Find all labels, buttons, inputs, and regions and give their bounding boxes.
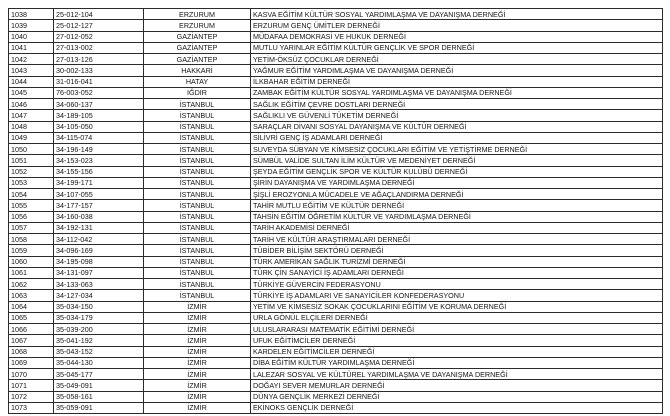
city-cell: İSTANBUL	[144, 189, 251, 200]
registry-code-cell: 34-096-169	[54, 245, 144, 256]
city-cell: İSTANBUL	[144, 256, 251, 267]
city-cell: İSTANBUL	[144, 177, 251, 188]
registry-code-cell: 31-016-041	[54, 76, 144, 87]
registry-code-cell: 34-115-074	[54, 132, 144, 143]
registry-code-cell: 27-013-002	[54, 42, 144, 53]
row-number-cell: 1066	[9, 324, 54, 335]
table-row	[9, 177, 663, 188]
row-number-cell: 1067	[9, 335, 54, 346]
row-number-cell: 1057	[9, 222, 54, 233]
city-cell: İSTANBUL	[144, 245, 251, 256]
city-cell: İSTANBUL	[144, 290, 251, 301]
table-row	[9, 211, 663, 222]
registry-code-cell: 34-192-131	[54, 222, 144, 233]
table-row	[9, 222, 663, 233]
registry-code-cell: 34-177-157	[54, 200, 144, 211]
row-number-cell: 1064	[9, 301, 54, 312]
association-name-cell: ZAMBAK EĞİTİM KÜLTÜR SOSYAL YARDIMLAŞMA VE DAYANIŞMA DERNEĞİ	[251, 87, 663, 98]
table-row	[9, 290, 663, 301]
city-cell: İZMİR	[144, 324, 251, 335]
row-number-cell: 1053	[9, 177, 54, 188]
association-name-cell: LALEZAR SOSYAL VE KÜLTÜREL YARDIMLAŞMA VE DAYANIŞMA DERNEĞİ	[251, 369, 663, 380]
registry-code-cell: 34-133-063	[54, 279, 144, 290]
association-name-cell: DÜNYA GENÇLİK MERKEZİ DERNEĞİ	[251, 391, 663, 402]
row-number-cell: 1056	[9, 211, 54, 222]
table-row	[9, 110, 663, 121]
city-cell: İZMİR	[144, 402, 251, 413]
registry-code-cell: 25-012-127	[54, 20, 144, 31]
table-row	[9, 369, 663, 380]
row-number-cell: 1062	[9, 279, 54, 290]
city-cell: İZMİR	[144, 312, 251, 323]
row-number-cell: 1044	[9, 76, 54, 87]
table-body	[9, 9, 663, 414]
association-name-cell: İLKBAHAR EĞİTİM DERNEĞİ	[251, 76, 663, 87]
row-number-cell: 1069	[9, 357, 54, 368]
table-row	[9, 9, 663, 20]
city-cell: İSTANBUL	[144, 267, 251, 278]
association-name-cell: TÜBİDER BİLİŞİM SEKTÖRÜ DERNEĞİ	[251, 245, 663, 256]
registry-code-cell: 35-034-150	[54, 301, 144, 312]
table-row	[9, 20, 663, 31]
city-cell: ERZURUM	[144, 20, 251, 31]
city-cell: İZMİR	[144, 335, 251, 346]
table-row	[9, 301, 663, 312]
row-number-cell: 1063	[9, 290, 54, 301]
table-row	[9, 121, 663, 132]
row-number-cell: 1072	[9, 391, 54, 402]
registry-code-cell: 34-131-097	[54, 267, 144, 278]
registry-code-cell: 30-002-133	[54, 65, 144, 76]
association-name-cell: DOĞAYI SEVER MEMURLAR DERNEĞİ	[251, 380, 663, 391]
row-number-cell: 1039	[9, 20, 54, 31]
registry-code-cell: 34-105-050	[54, 121, 144, 132]
city-cell: İZMİR	[144, 346, 251, 357]
association-name-cell: TARİH AKADEMİSİ DERNEĞİ	[251, 222, 663, 233]
registry-code-cell: 35-039-200	[54, 324, 144, 335]
row-number-cell: 1047	[9, 110, 54, 121]
row-number-cell: 1048	[9, 121, 54, 132]
row-number-cell: 1071	[9, 380, 54, 391]
table-row	[9, 335, 663, 346]
association-table	[8, 8, 663, 414]
association-name-cell: ERZURUM GENÇ ÜMİTLER DERNEĞİ	[251, 20, 663, 31]
association-name-cell: ŞİŞLİ EROZYONLA MÜCADELE VE AĞAÇLANDIRMA DERNEĞİ	[251, 189, 663, 200]
city-cell: HAKKARİ	[144, 65, 251, 76]
city-cell: İZMİR	[144, 301, 251, 312]
city-cell: İSTANBUL	[144, 121, 251, 132]
association-name-cell: TÜRK ÇİN SANAYİCİ İŞ ADAMLARI DERNEĞİ	[251, 267, 663, 278]
row-number-cell: 1050	[9, 144, 54, 155]
registry-code-cell: 35-058-161	[54, 391, 144, 402]
registry-code-cell: 27-013-126	[54, 54, 144, 65]
association-name-cell: KASVA EĞİTİM KÜLTÜR SOSYAL YARDIMLAŞMA VE DAYANIŞMA DERNEĞİ	[251, 9, 663, 20]
registry-code-cell: 35-043-152	[54, 346, 144, 357]
table-row	[9, 391, 663, 402]
registry-code-cell: 34-196-149	[54, 144, 144, 155]
row-number-cell: 1038	[9, 9, 54, 20]
city-cell: İSTANBUL	[144, 200, 251, 211]
association-name-cell: SAĞLIKLI VE GÜVENLİ TÜKETİM DERNEĞİ	[251, 110, 663, 121]
table-row	[9, 357, 663, 368]
association-name-cell: MUTLU YARINLAR EĞİTİM KÜLTÜR GENÇLİK VE SPOR DERNEĞİ	[251, 42, 663, 53]
registry-code-cell: 34-060-137	[54, 99, 144, 110]
association-name-cell: EKİNOKS GENÇLİK DERNEĞİ	[251, 402, 663, 413]
registry-code-cell: 27-012-052	[54, 31, 144, 42]
city-cell: İZMİR	[144, 369, 251, 380]
city-cell: İSTANBUL	[144, 211, 251, 222]
registry-code-cell: 35-041-192	[54, 335, 144, 346]
association-name-cell: TAHSİN EĞİTİM ÖĞRETİM KÜLTÜR VE YARDIMLAŞMA DERNEĞİ	[251, 211, 663, 222]
city-cell: İSTANBUL	[144, 144, 251, 155]
table-row	[9, 402, 663, 413]
table-row	[9, 380, 663, 391]
association-name-cell: SAĞLIK EĞİTİM ÇEVRE DOSTLARI DERNEĞİ	[251, 99, 663, 110]
registry-code-cell: 34-189-105	[54, 110, 144, 121]
association-name-cell: TAHİR MUTLU EĞİTİM VE KÜLTÜR DERNEĞİ	[251, 200, 663, 211]
table-row	[9, 200, 663, 211]
city-cell: GAZİANTEP	[144, 42, 251, 53]
association-name-cell: ŞİRİN DAYANIŞMA VE YARDIMLAŞMA DERNEĞİ	[251, 177, 663, 188]
table-row	[9, 144, 663, 155]
association-name-cell: MÜDAFAA DEMOKRASİ VE HUKUK DERNEĞİ	[251, 31, 663, 42]
association-name-cell: UFUK EĞİTİMCİLER DERNEĞİ	[251, 335, 663, 346]
association-name-cell: ULUSLARARASI MATEMATİK EĞİTİMİ DERNEĞİ	[251, 324, 663, 335]
row-number-cell: 1052	[9, 166, 54, 177]
registry-code-cell: 25-012-104	[54, 9, 144, 20]
association-name-cell: TÜRKİYE GÜVERCİN FEDERASYONU	[251, 279, 663, 290]
city-cell: ERZURUM	[144, 9, 251, 20]
registry-code-cell: 34-195-098	[54, 256, 144, 267]
association-name-cell: YETİM-ÖKSÜZ ÇOCUKLAR DERNEĞİ	[251, 54, 663, 65]
table-row	[9, 87, 663, 98]
association-name-cell: SARAÇLAR DİVANI SOSYAL DAYANIŞMA VE KÜLTÜR DERNEĞİ	[251, 121, 663, 132]
row-number-cell: 1046	[9, 99, 54, 110]
row-number-cell: 1059	[9, 245, 54, 256]
city-cell: IĞDIR	[144, 87, 251, 98]
table-row	[9, 42, 663, 53]
row-number-cell: 1040	[9, 31, 54, 42]
association-name-cell: KARDELEN EĞİTİMCİLER DERNEĞİ	[251, 346, 663, 357]
table-row	[9, 256, 663, 267]
row-number-cell: 1051	[9, 155, 54, 166]
row-number-cell: 1054	[9, 189, 54, 200]
row-number-cell: 1045	[9, 87, 54, 98]
association-name-cell: YETİM VE KİMSESİZ SOKAK ÇOCUKLARINI EĞİTİM VE KORUMA DERNEĞİ	[251, 301, 663, 312]
table-row	[9, 76, 663, 87]
registry-code-cell: 34-112-042	[54, 234, 144, 245]
row-number-cell: 1049	[9, 132, 54, 143]
registry-code-cell: 34-107-055	[54, 189, 144, 200]
row-number-cell: 1043	[9, 65, 54, 76]
row-number-cell: 1061	[9, 267, 54, 278]
city-cell: HATAY	[144, 76, 251, 87]
registry-code-cell: 34-127-034	[54, 290, 144, 301]
city-cell: İSTANBUL	[144, 234, 251, 245]
table-row	[9, 132, 663, 143]
city-cell: İZMİR	[144, 357, 251, 368]
table-row	[9, 99, 663, 110]
table-row	[9, 234, 663, 245]
table-row	[9, 279, 663, 290]
registry-code-cell: 35-034-179	[54, 312, 144, 323]
city-cell: İSTANBUL	[144, 110, 251, 121]
row-number-cell: 1055	[9, 200, 54, 211]
registry-code-cell: 35-059-091	[54, 402, 144, 413]
row-number-cell: 1065	[9, 312, 54, 323]
city-cell: İSTANBUL	[144, 222, 251, 233]
registry-code-cell: 34-160-038	[54, 211, 144, 222]
city-cell: İSTANBUL	[144, 166, 251, 177]
row-number-cell: 1068	[9, 346, 54, 357]
table-row	[9, 155, 663, 166]
city-cell: İSTANBUL	[144, 279, 251, 290]
association-name-cell: SİLİVRİ GENÇ İŞ ADAMLARI DERNEĞİ	[251, 132, 663, 143]
association-name-cell: TÜRK AMERİKAN SAĞLIK TURİZMİ DERNEĞİ	[251, 256, 663, 267]
row-number-cell: 1041	[9, 42, 54, 53]
association-name-cell: SUVEYDA SÜBYAN VE KİMSESİZ ÇOCUKLARI EĞİTİM VE YETİŞTİRME DERNEĞİ	[251, 144, 663, 155]
association-name-cell: DİBA EĞİTİM KÜLTÜR YARDIMLAŞMA DERNEĞİ	[251, 357, 663, 368]
table-row	[9, 31, 663, 42]
registry-code-cell: 34-155-156	[54, 166, 144, 177]
table-row	[9, 166, 663, 177]
table-row	[9, 346, 663, 357]
association-name-cell: URLA GÖNÜL ELÇİLERİ DERNEĞİ	[251, 312, 663, 323]
table-row	[9, 245, 663, 256]
city-cell: GAZİANTEP	[144, 31, 251, 42]
row-number-cell: 1058	[9, 234, 54, 245]
association-name-cell: YAĞMUR EĞİTİM YARDIMLAŞMA VE DAYANIŞMA DERNEĞİ	[251, 65, 663, 76]
registry-code-cell: 35-049-091	[54, 380, 144, 391]
registry-code-cell: 35-045-177	[54, 369, 144, 380]
table-row	[9, 189, 663, 200]
table-row	[9, 267, 663, 278]
association-name-cell: TÜRKİYE İŞ ADAMLARI VE SANAYİCİLER KONFEDERASYONU	[251, 290, 663, 301]
registry-code-cell: 34-199-171	[54, 177, 144, 188]
row-number-cell: 1042	[9, 54, 54, 65]
row-number-cell: 1073	[9, 402, 54, 413]
registry-code-cell: 34-153-023	[54, 155, 144, 166]
association-name-cell: TARİH VE KÜLTÜR ARAŞTIRMALARI DERNEĞİ	[251, 234, 663, 245]
registry-code-cell: 76-003-052	[54, 87, 144, 98]
row-number-cell: 1060	[9, 256, 54, 267]
registry-code-cell: 35-044-130	[54, 357, 144, 368]
city-cell: İSTANBUL	[144, 155, 251, 166]
table-row	[9, 54, 663, 65]
table-row	[9, 312, 663, 323]
city-cell: İSTANBUL	[144, 132, 251, 143]
association-name-cell: SÜMBÜL VALİDE SULTAN İLİM KÜLTÜR VE MEDENİYET DERNEĞİ	[251, 155, 663, 166]
city-cell: İZMİR	[144, 391, 251, 402]
association-name-cell: ŞEYDA EĞİTİM GENÇLİK SPOR VE KÜLTÜR KULÜBÜ DERNEĞİ	[251, 166, 663, 177]
city-cell: GAZİANTEP	[144, 54, 251, 65]
city-cell: İSTANBUL	[144, 99, 251, 110]
table-row	[9, 324, 663, 335]
row-number-cell: 1070	[9, 369, 54, 380]
city-cell: İZMİR	[144, 380, 251, 391]
table-row	[9, 65, 663, 76]
